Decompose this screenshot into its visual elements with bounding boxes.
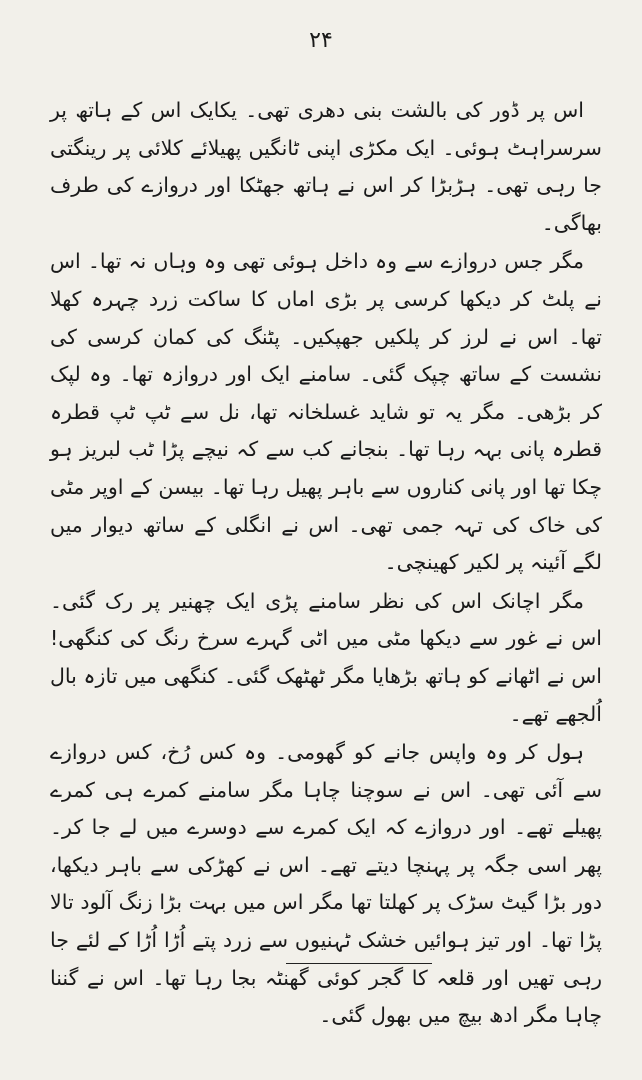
paragraph: مگر جس دروازے سے وہ داخل ہوئی تھی وہ وہاں نہ تھا۔ اس نے پلٹ کر دیکھا کرسی پر بڑی اماں کا ساکت زرد چہرہ کھلا تھا۔ اس نے لرز کر پلکیں جھپکیں۔ پٹنگ کی کمان کرسی کی نشست کے ساتھ چپک گئی۔ سامنے ایک اور دروازہ تھا۔ وہ لپک کر بڑھی۔ مگر یہ تو شاید غسلخانہ تھا، نل سے ٹپ ٹپ قطرہ قطرہ پانی بہہ رہا تھا۔ بنجانے کب سے کہ نیچے پڑا ٹب لبریز ہو چکا تھا اور پانی کناروں سے باہر پھیل رہا تھا۔ بیسن کے اوپر مٹی کی خاک کی تہہ جمی تھی۔ اس نے انگلی کے ساتھ دیوار میں لگے آئینہ پر لکیر کھینچی۔ bbox=[50, 249, 602, 575]
paragraph: ہول کر وہ واپس جانے کو گھومی۔ وہ کس رُخ، کس دروازے سے آئی تھی۔ اس نے سوچنا چاہا مگر سامنے کمرے ہی کمرے پھیلے تھے۔ اور دروازے کہ ایک کمرے سے دوسرے میں لے جا کر۔ پھر اسی جگہ پر پہنچا دیتے تھے۔ اس نے کھڑکی سے باہر دیکھا، دور بڑا گیٹ سڑک پر کھلتا تھا مگر اس میں بہت بڑا زنگ آلود تالا پڑا تھا۔ اور تیز ہوائیں خشک ٹہنیوں سے زرد پتے اُڑا اُڑا کے لئے جا رہی تھیں اور قلعہ کا گجر کوئی گھنٹہ بجا رہا تھا۔ اس نے گننا چاہا مگر ادھ بیچ میں بھول گئی۔ bbox=[50, 740, 602, 1028]
paragraph: اس پر ڈور کی بالشت بنی دھری تھی۔ یکایک اس کے ہاتھ پر سرسراہٹ ہوئی۔ ایک مکڑی اپنی ٹانگیں پھیلائے کلائی پر رینگتی جا رہی تھی۔ ہڑبڑا کر اس نے ہاتھ جھٹکا اور دروازے کی طرف بھاگی۔ bbox=[50, 98, 602, 235]
page-number: ۲۴ bbox=[309, 28, 333, 53]
story-text bbox=[50, 92, 602, 1035]
section-end-rule bbox=[286, 963, 432, 964]
paragraph: مگر اچانک اس کی نظر سامنے پڑی ایک چھنیر پر رک گئی۔ اس نے غور سے دیکھا مٹی میں اٹی گہرے سرخ رنگ کی کنگھی! اس نے اٹھانے کو ہاتھ بڑھایا مگر ٹھٹھک گئی۔ کنگھی میں تازہ بال اُلجھے تھے۔ bbox=[50, 588, 602, 726]
